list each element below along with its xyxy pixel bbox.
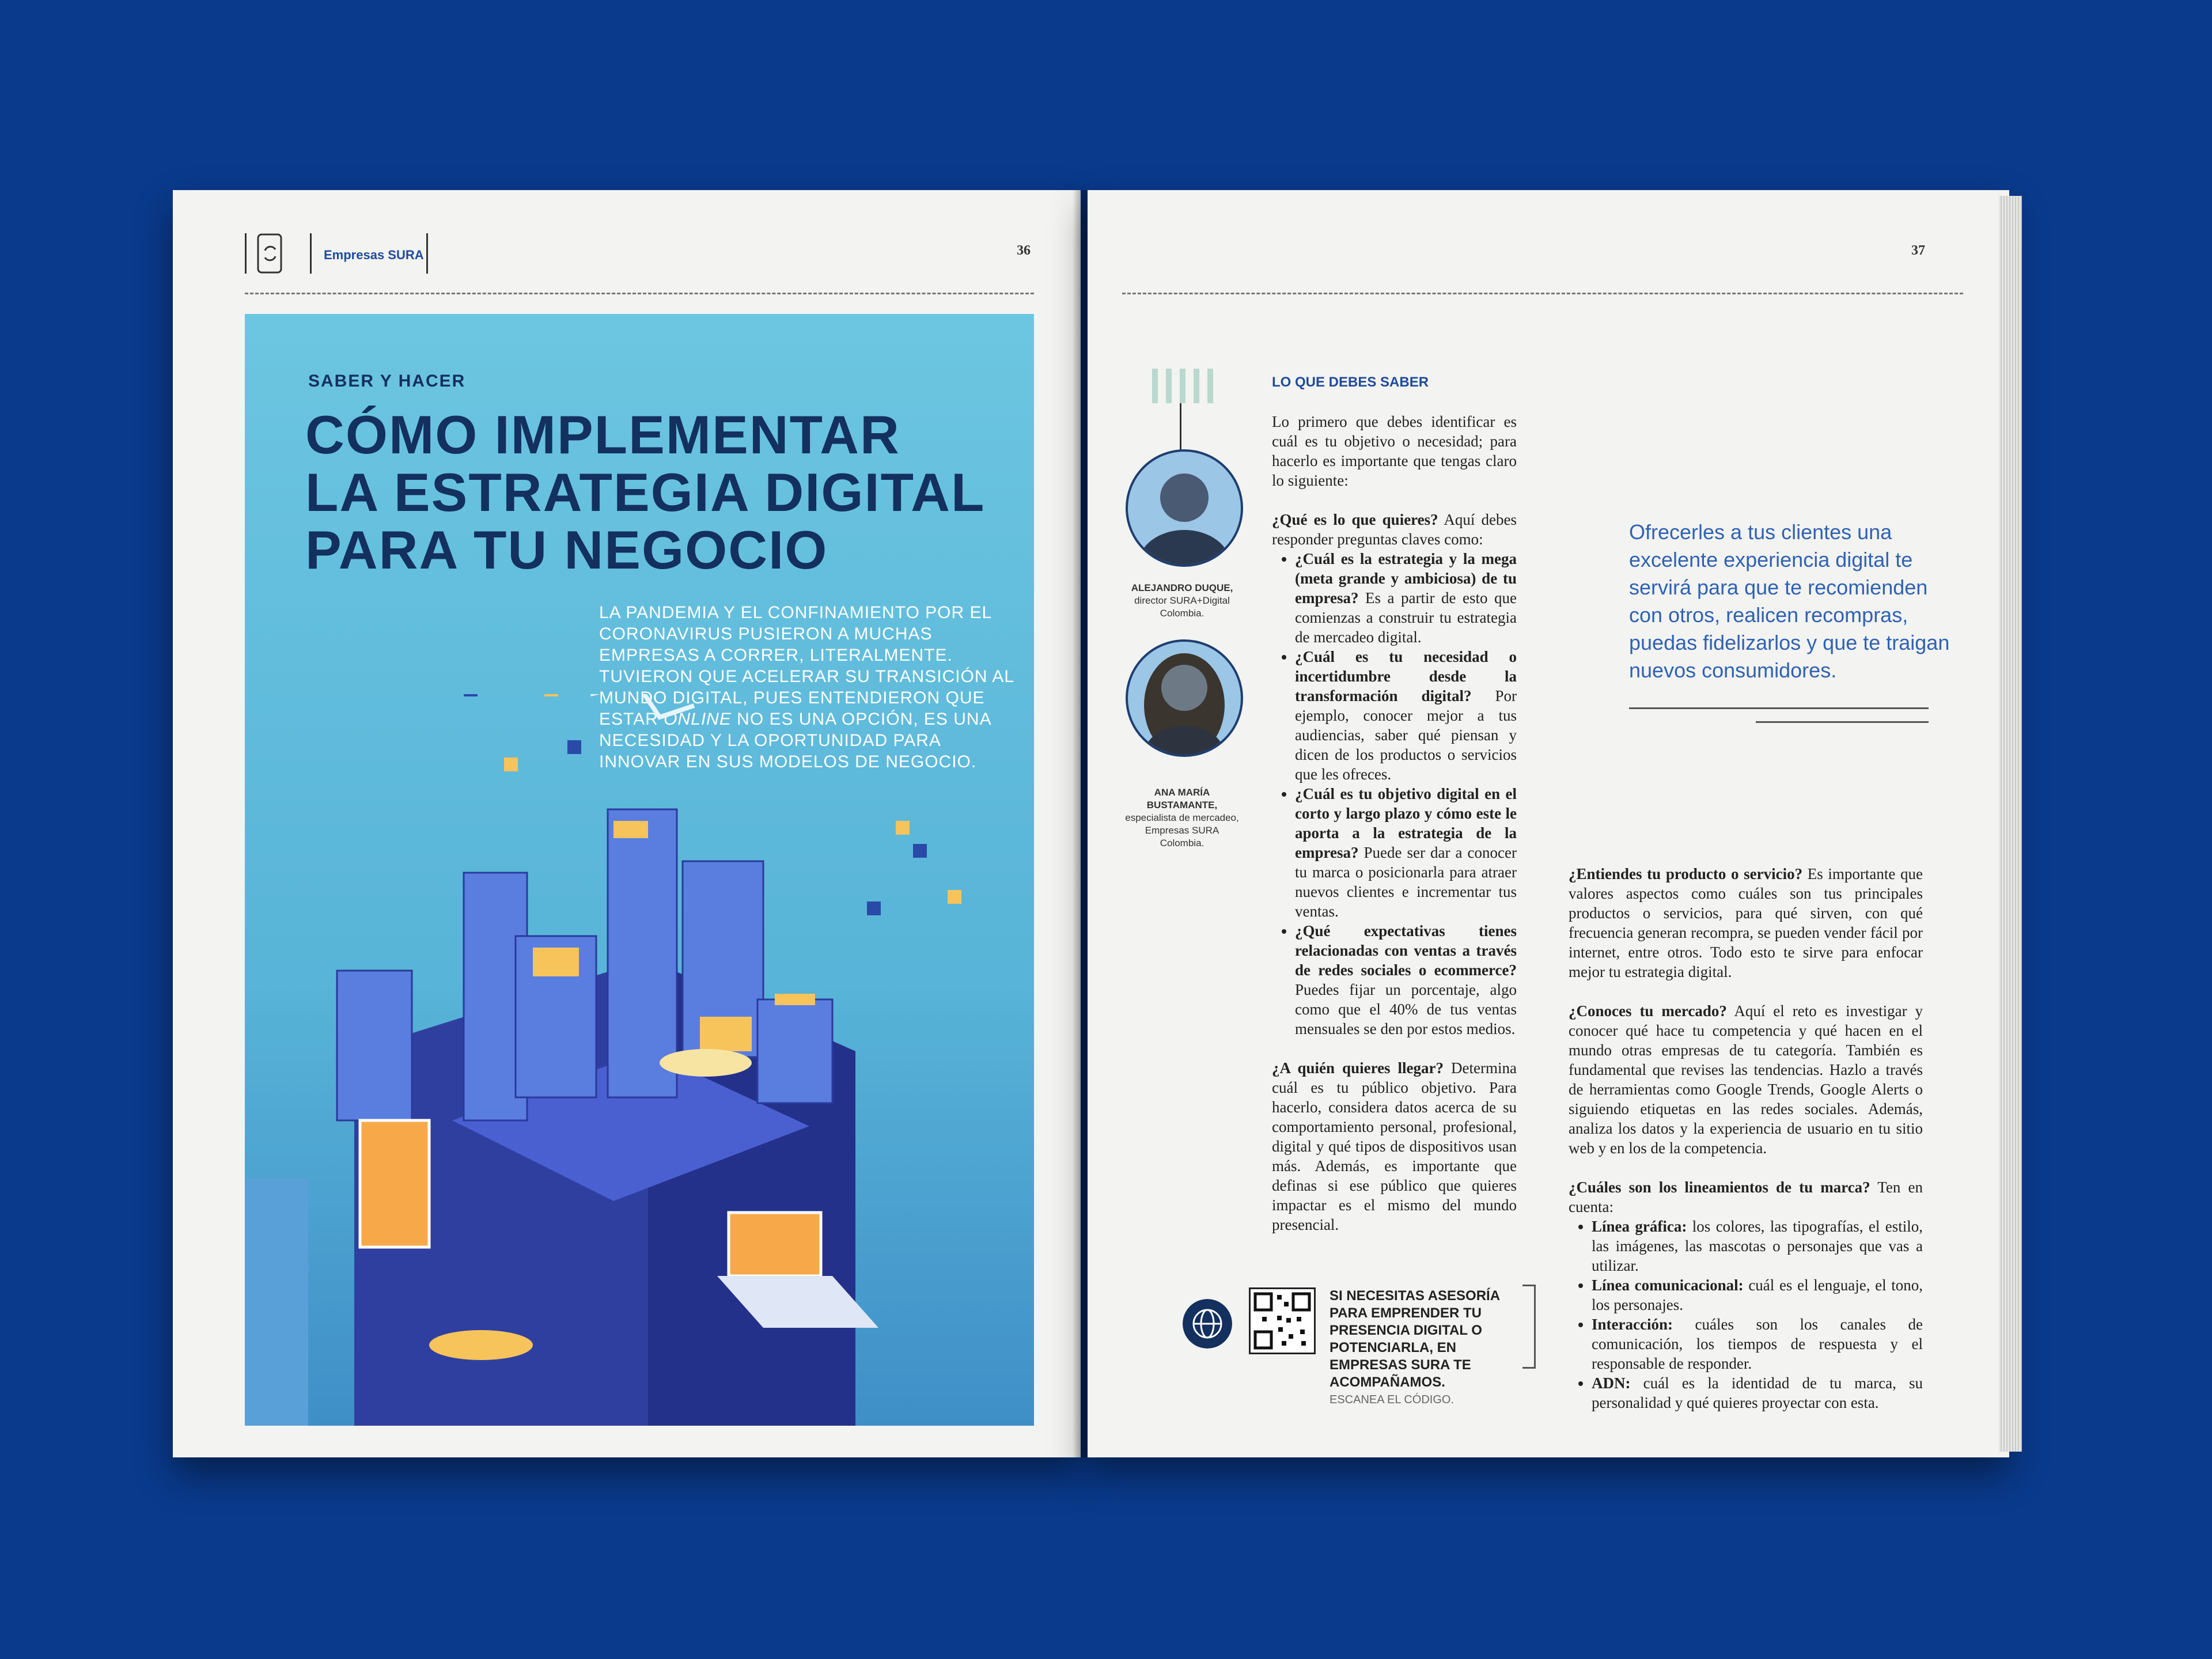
page-number-left: 36	[1017, 243, 1031, 258]
page-stack-edge	[1999, 196, 2022, 1452]
list-item-text: los colores, las tipografías, el estilo, las imágenes, las mascotas o personajes que vas a utilizar.	[1592, 1218, 1923, 1274]
cta-block	[1330, 1287, 1520, 1408]
header-divider	[310, 233, 312, 274]
list-item-bold: Línea gráfica:	[1592, 1218, 1687, 1235]
brand-label: Empresas SURA	[324, 248, 424, 262]
question-text: Determina cuál es tu público objetivo. Para hacerlo, considera datos acerca de su comportamiento personal, profesional, digital y qué tipos de dispositivos usan más. Además, es importante que definas si ese público que quieres impactar es el mismo del mundo presencial.	[1272, 1059, 1517, 1233]
person-caption	[1124, 582, 1240, 620]
pull-quote: Ofrecerles a tus clientes una excelente experiencia digital te servirá para que te recomienden con otros, realicen recompras, puedas fidelizarlos y que te traigan nuevos consumidores.	[1629, 520, 1950, 682]
question-text: Ten en cuenta:	[1569, 1179, 1923, 1215]
list-item-text: cuáles son los canales de comunicación, los tiempos de respuesta y el responsable de responder.	[1592, 1316, 1923, 1372]
cta-scan-label: ESCANEA EL CÓDIGO.	[1330, 1393, 1454, 1406]
question-bold: ¿Qué es lo que quieres?	[1272, 511, 1438, 528]
question-paragraph	[1569, 864, 1923, 982]
left-column-text	[1272, 412, 1517, 1254]
question-paragraph	[1272, 1058, 1517, 1234]
list-item-bold: ¿Qué expectativas tienes relacionadas con ventas a través de redes sociales o ecommerce?	[1295, 922, 1517, 979]
globe-icon	[1183, 1299, 1232, 1349]
question-paragraph	[1272, 510, 1517, 549]
list-item-text: cuál es la identidad de tu marca, su personalidad y qué quieres proyectar con esta.	[1592, 1374, 1923, 1411]
cta-text: SI NECESITAS ASESORÍA PARA EMPRENDER TU PRESENCIA DIGITAL O POTENCIARLA, EN EMPRESAS SURA TE ACOMPAÑAMOS.	[1330, 1288, 1500, 1390]
section-title: LO QUE DEBES SABER	[1272, 374, 1429, 390]
list-item	[1295, 549, 1517, 647]
hero-panel	[245, 314, 1034, 1426]
list-item-text: Puede ser dar a conocer tu marca o posicionarla para atraer nuevos clientes e incrementar tus ventas.	[1295, 844, 1517, 920]
right-page	[1088, 190, 2009, 1457]
list-item	[1592, 1373, 1923, 1412]
avatar	[1126, 449, 1243, 567]
lead-text-end: NO ES UNA OPCIÓN, ES UNA NECESIDAD Y LA OPORTUNIDAD PARA INNOVAR EN SUS MODELOS DE NEGOCIO.	[599, 710, 991, 771]
header-divider	[245, 233, 247, 274]
isometric-city-illustration	[245, 694, 1034, 1426]
person-name: ALEJANDRO DUQUE,	[1131, 582, 1233, 593]
quote-rule	[1756, 721, 1929, 723]
question-paragraph	[1569, 1177, 1923, 1217]
left-page	[173, 190, 1081, 1457]
list-item	[1592, 1315, 1923, 1373]
page-number-right: 37	[1911, 243, 1925, 258]
question-text: Aquí debes responder preguntas claves como:	[1272, 511, 1517, 548]
list-item-text: Es a partir de esto que comienzas a construir tu estrategia de mercadeo digital.	[1295, 589, 1517, 646]
question-paragraph	[1569, 1001, 1923, 1158]
list-item-bold: ¿Cuál es tu necesidad o incertidumbre desde la transformación digital?	[1295, 648, 1517, 704]
avatar	[1126, 639, 1243, 757]
question-bold: ¿A quién quieres llegar?	[1272, 1059, 1444, 1077]
question-text: Aquí el reto es investigar y conocer qué hace tu competencia y qué hacen en el mundo otras empresas de tu categoría. También es fundamental que revises las tendencias. Hazlo a través de herramientas como Google Trends, Google Alerts o siguiendo etiquetas en las redes sociales. Además, analiza los datos y la experiencia de usuario en tu sitio web y en los de la competencia.	[1569, 1002, 1923, 1157]
question-bold: ¿Entiendes tu producto o servicio?	[1569, 865, 1803, 882]
question-list	[1272, 549, 1517, 1039]
list-item-text: Por ejemplo, conocer mejor a tus audiencias, saber qué piensan y dicen de los productos o servicios que les ofreces.	[1295, 687, 1517, 783]
person-name: ANA MARÍA BUSTAMANTE,	[1146, 787, 1218, 810]
header-rule	[1122, 293, 1963, 294]
question-text: Es importante que valores aspectos como cuáles son tus principales productos o servicios, para qué sirven, con qué frecuencia generan recompra, se pueden vender fácil por internet, entre otros. Todo esto te sirve para enfocar mejor tu estrategia digital.	[1569, 865, 1923, 980]
header-divider	[426, 233, 428, 274]
list-item-bold: ADN:	[1592, 1374, 1631, 1392]
list-item	[1592, 1275, 1923, 1315]
qr-code-icon[interactable]	[1249, 1287, 1316, 1354]
cta-bracket	[1522, 1285, 1536, 1369]
list-item-bold: ¿Cuál es tu objetivo digital en el corto y largo plazo y cómo este le aporta a la estrategia de la empresa?	[1295, 785, 1517, 861]
list-item-bold: Interacción:	[1592, 1316, 1673, 1333]
section-kicker: SABER Y HACER	[308, 372, 466, 391]
article-title: CÓMO IMPLEMENTAR LA ESTRATEGIA DIGITAL PARA TU NEGOCIO	[305, 404, 986, 580]
list-item-bold: Línea comunicacional:	[1592, 1277, 1744, 1294]
list-item	[1295, 921, 1517, 1039]
lead-text: LA PANDEMIA Y EL CONFINAMIENTO POR EL CORONAVIRUS PUSIERON A MUCHAS EMPRESAS A CORRER, LITERALMENTE. TUVIERON QUE ACELERAR SU TRANSICIÓN AL MUNDO DIGITAL, PUES ENTENDIERON QUE ESTAR	[599, 603, 1014, 729]
list-item-text: Puedes fijar un porcentaje, algo como que el 40% de tus ventas mensuales se den por estos medios.	[1295, 981, 1517, 1037]
question-bold: ¿Conoces tu mercado?	[1569, 1002, 1727, 1020]
list-item-bold: ¿Cuál es la estrategia y la mega (meta grande y ambiciosa) de tu empresa?	[1295, 550, 1517, 607]
accent-bars-icon	[1151, 369, 1220, 403]
lead-emphasis: ONLINE	[664, 710, 732, 729]
list-item	[1295, 784, 1517, 921]
list-item-text: cuál es el lenguaje, el tono, los personajes.	[1592, 1277, 1923, 1313]
right-column-text	[1569, 864, 1923, 1412]
intro-paragraph: Lo primero que debes identificar es cuál es tu objetivo o necesidad; para hacerlo es importante que tengas claro lo siguiente:	[1272, 413, 1517, 489]
question-bold: ¿Cuáles son los lineamientos de tu marca?	[1569, 1179, 1870, 1196]
list-item	[1295, 647, 1517, 784]
brand-guidelines-list	[1569, 1217, 1923, 1412]
phone-refresh-icon	[253, 233, 288, 275]
quote-rule	[1629, 707, 1929, 709]
person-role: director SURA+Digital Colombia.	[1134, 595, 1230, 619]
person-role: especialista de mercadeo, Empresas SURA Colombia.	[1125, 812, 1239, 849]
list-item	[1592, 1217, 1923, 1275]
header-rule	[245, 293, 1034, 294]
person-caption	[1124, 786, 1240, 850]
